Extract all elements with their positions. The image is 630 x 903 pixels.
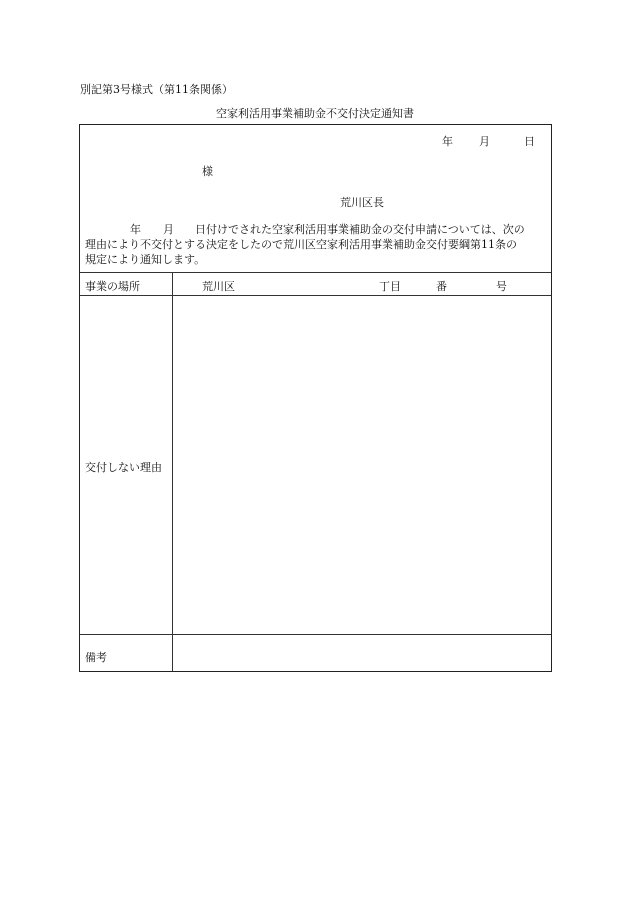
body-line-2: 理由により不交付とする決定をしたので荒川区空家利活用事業補助金交付要綱第11条の xyxy=(85,238,517,251)
reason-label: 交付しない理由 xyxy=(85,461,162,474)
location-label: 事業の場所 xyxy=(85,280,140,293)
body-line-3: 規定により通知します。 xyxy=(85,253,206,266)
form-number-label: 別記第3号様式（第11条関係） xyxy=(80,83,233,96)
notice-form-frame xyxy=(79,124,552,672)
table-top-rule xyxy=(80,272,551,273)
label-column-rule xyxy=(172,272,173,671)
date-day-label: 日 xyxy=(524,135,535,148)
body-month-label: 月 xyxy=(163,223,174,236)
body-line-1: 日付けでされた空家利活用事業補助金の交付申請については、次の xyxy=(195,223,525,236)
remarks-label: 備考 xyxy=(85,651,107,664)
location-row-rule xyxy=(80,295,551,296)
date-month-label: 月 xyxy=(479,135,490,148)
notice-body-text xyxy=(85,222,547,267)
reason-row-rule xyxy=(80,634,551,635)
document-title: 空家利活用事業補助金不交付決定通知書 xyxy=(216,107,414,120)
location-go: 号 xyxy=(496,280,507,293)
location-ban: 番 xyxy=(436,280,447,293)
location-chome: 丁目 xyxy=(379,280,401,293)
body-year-label: 年 xyxy=(130,223,141,236)
addressee-suffix: 様 xyxy=(202,165,213,178)
location-ward: 荒川区 xyxy=(202,280,235,293)
sender-name: 荒川区長 xyxy=(340,196,384,209)
date-year-label: 年 xyxy=(442,135,453,148)
